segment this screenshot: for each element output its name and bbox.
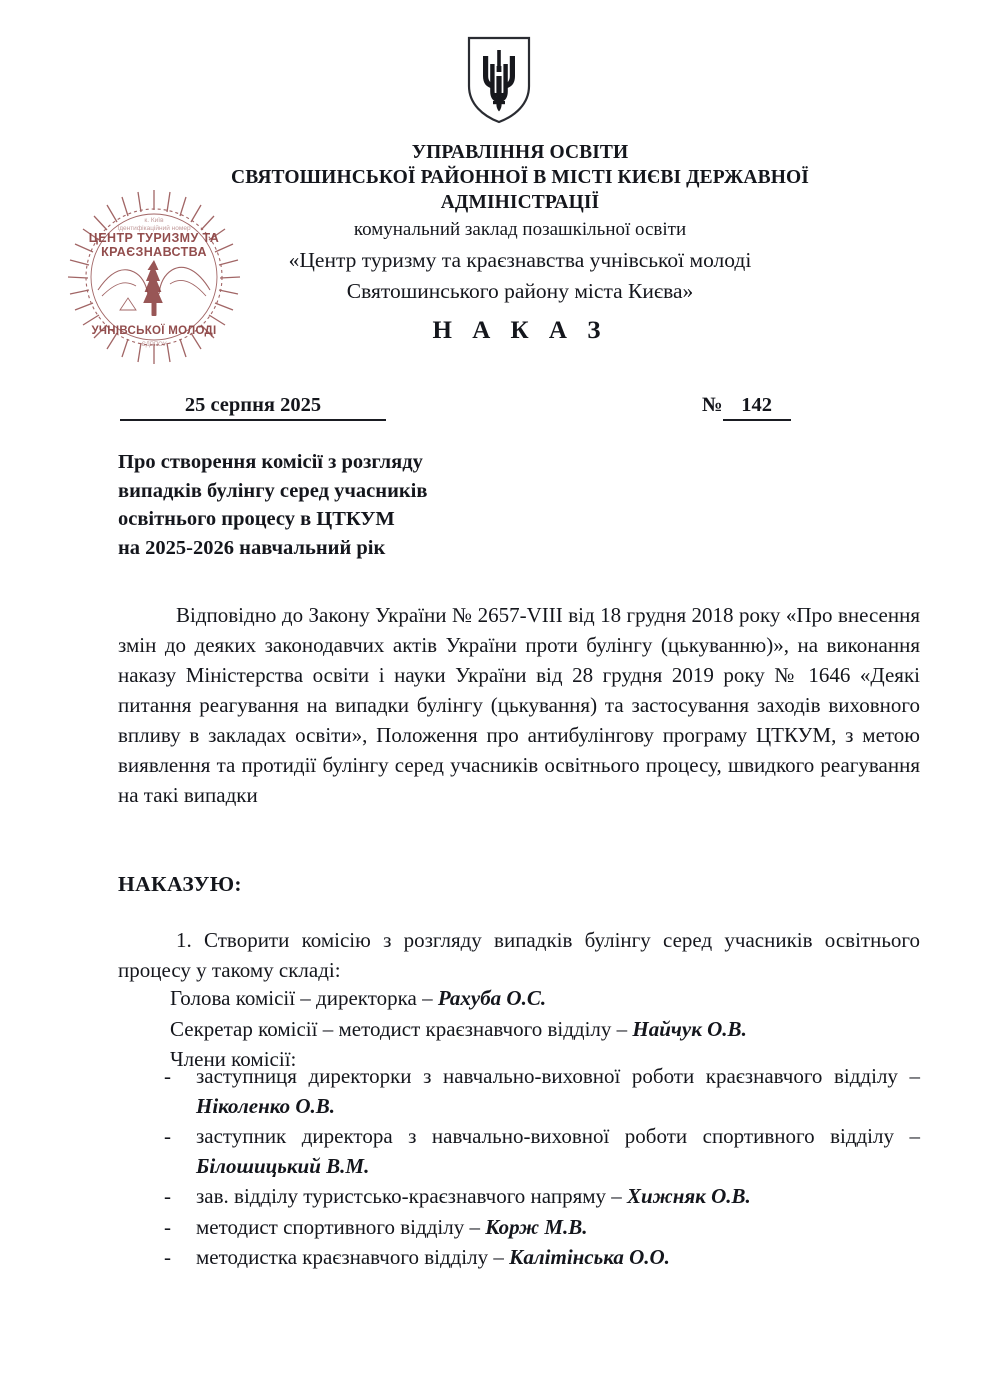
- dash-bullet-icon: -: [164, 1184, 171, 1208]
- list-item: [162, 1182, 920, 1212]
- commission-secretary-line: [170, 1014, 920, 1045]
- preamble-paragraph: Відповідно до Закону України № 2657-VIII від 18 грудня 2018 року «Про внесення змін до деяких законодавчих актів України проти булінгу (цькуванню)», на виконання наказу Міністерства освіти і науки України від 28 грудня 2019 року № 1646 «Деякі питання реагування на випадки булінгу (цькування) та застосування заходів виховного впливу в закладах освіти», Положення про антибулінгову програму ЦТКУМ, з метою виявлення та протидії булінгу серед учасників освітнього процесу, швидкого реагування на такі випадки: [118, 603, 920, 807]
- member-person-name: Ніколенко О.В.: [196, 1093, 336, 1118]
- dash-bullet-icon: -: [164, 1124, 171, 1148]
- document-meta-row: [120, 392, 920, 422]
- chair-person-name: Рахуба О.С.: [437, 986, 547, 1010]
- commission-chair-line: [170, 983, 920, 1014]
- list-item: [162, 1213, 920, 1243]
- member-role: заступник директора з навчально-виховної роботи спортивного відділу –: [196, 1124, 920, 1148]
- member-role: методистка краєзнавчого відділу –: [196, 1245, 510, 1269]
- dash-bullet-icon: -: [164, 1214, 171, 1239]
- member-person-name: Калітінська О.О.: [509, 1245, 670, 1269]
- member-role: заступниця директорки з навчально-виховної роботи краєзнавчого відділу –: [196, 1064, 920, 1088]
- svg-text:к. Київ: к. Київ: [144, 217, 164, 224]
- document-date: 25 серпня 2025: [120, 392, 386, 421]
- stamp-line-bottom: УЧНІВСЬКОЇ МОЛОДІ: [91, 325, 217, 337]
- commission-roles: [170, 983, 920, 1075]
- document-number: 142: [723, 392, 791, 421]
- svg-text:Ідентифікаційний номер: Ідентифікаційний номер: [117, 225, 191, 232]
- document-number-group: [702, 392, 791, 421]
- dash-bullet-icon: -: [164, 1064, 171, 1088]
- list-item: [162, 1122, 920, 1181]
- org-name-line-2: Святошинського району міста Києва»: [346, 279, 694, 303]
- document-kind-title: Н А К А З: [432, 317, 608, 344]
- org-name-line-1: «Центр туризму та краєзнавства учнівської молоді: [288, 248, 752, 272]
- member-person-name: Білошицький В.М.: [196, 1153, 370, 1178]
- document-subject: [118, 448, 588, 562]
- member-person-name: Корж М.В.: [485, 1214, 588, 1239]
- subject-line-3: освітнього процесу в ЦТКУМ: [118, 508, 395, 530]
- subject-line-4: на 2025-2026 навчальний рік: [118, 536, 386, 559]
- list-item: [162, 1243, 920, 1273]
- stamp-line-mid: КРАЄЗНАВСТВА: [101, 245, 207, 259]
- secretary-role-label: Секретар комісії – методист краєзнавчого відділу –: [170, 1016, 633, 1041]
- document-header: [120, 140, 920, 353]
- number-sign: №: [702, 394, 723, 416]
- org-line-1: УПРАВЛІННЯ ОСВІТИ: [411, 142, 629, 163]
- subject-line-2: випадків булінгу серед учасників: [118, 479, 428, 502]
- clause-1: 1. Створити комісію з розгляду випадків булінгу серед учасників освітнього процесу у такому складі:: [118, 928, 920, 982]
- chair-role-label: Голова комісії – директорка –: [170, 986, 438, 1010]
- member-role: зав. відділу туристсько-краєзнавчого напряму –: [196, 1184, 628, 1208]
- commission-members-label: Члени комісії:: [170, 1047, 297, 1071]
- commission-members-list: [162, 1062, 920, 1274]
- subject-line-1: Про створення комісії з розгляду: [118, 451, 423, 473]
- secretary-person-name: Найчук О.В.: [632, 1016, 747, 1041]
- member-person-name: Хижняк О.В.: [627, 1184, 751, 1208]
- svg-text:ЄДРПОУ: ЄДРПОУ: [141, 342, 167, 348]
- org-line-2: СВЯТОШИНСЬКОЇ РАЙОННОЇ В МІСТІ КИЄВІ ДЕРЖАВНОЇ: [231, 167, 809, 188]
- ukraine-trident-icon: [467, 36, 531, 124]
- stamp-line-top: ЦЕНТР ТУРИЗМУ ТА: [88, 231, 220, 245]
- org-line-3: АДМІНІСТРАЦІЇ: [440, 192, 600, 213]
- org-subtitle: комунальний заклад позашкільної освіти: [353, 219, 687, 240]
- order-keyword: НАКАЗУЮ:: [118, 872, 242, 896]
- dash-bullet-icon: -: [164, 1245, 171, 1269]
- member-role: методист спортивного відділу –: [196, 1214, 486, 1239]
- list-item: [162, 1062, 920, 1121]
